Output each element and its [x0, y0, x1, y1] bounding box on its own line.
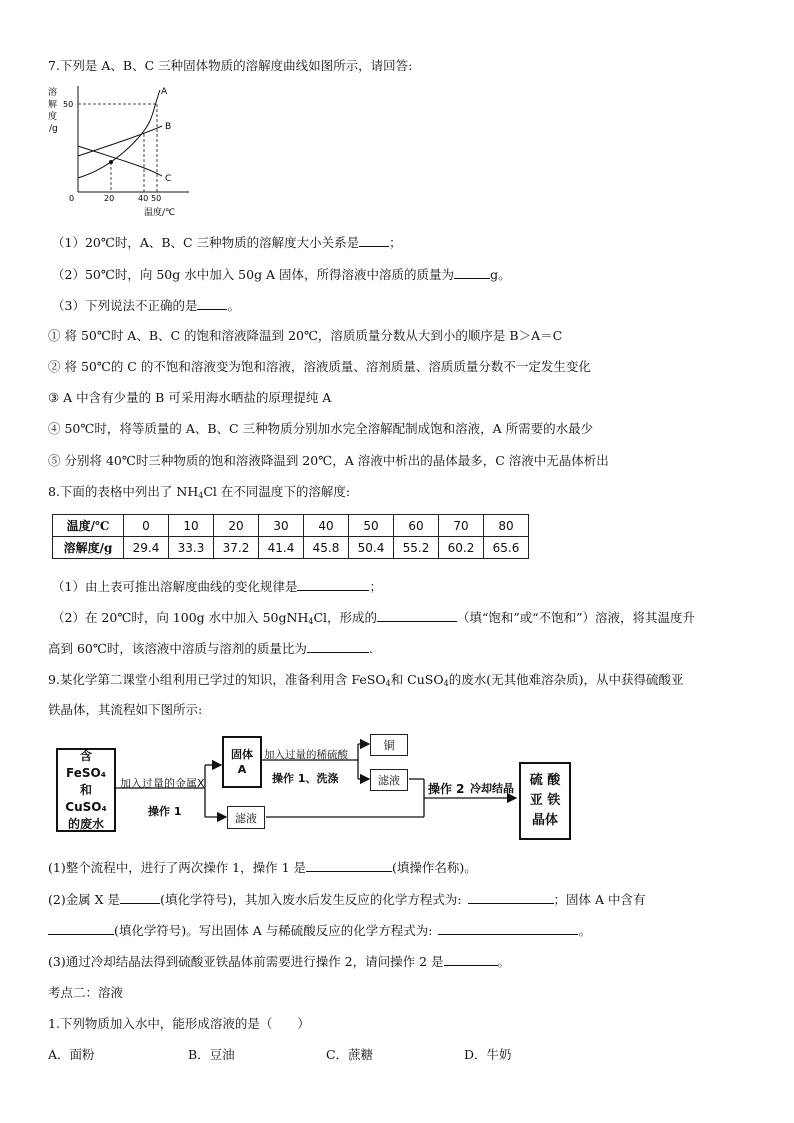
row-header-temperature: 温度/℃ — [53, 515, 124, 537]
flow-arrow1-label: 加入过量的金属X — [120, 777, 205, 790]
q9-sub3: (3)通过冷却结晶法得到硫酸亚铁晶体前需要进行操作 2，请问操作 2 是 。 — [48, 954, 511, 969]
flow-start-box: 含 FeSO₄ 和 CuSO₄ 的废水 — [56, 748, 116, 832]
table-row: 温度/℃ 0 10 20 30 40 50 60 70 80 — [53, 515, 529, 537]
curve-label-b: B — [165, 122, 172, 132]
curve-label-a: A — [161, 87, 168, 97]
flow-cool-label: 冷却结晶 — [470, 782, 514, 795]
flow-filtrate-top-box: 滤液 — [370, 769, 408, 791]
flow-solid-a-box: 固体 A — [222, 736, 262, 788]
section2-q1: 1.下列物质加入水中，能形成溶液的是（ ） — [48, 1016, 310, 1031]
q7-sub3: （3）下列说法不正确的是 。 — [52, 298, 240, 313]
x-tick-20: 20 — [104, 194, 115, 203]
q8-title: 8.下面的表格中列出了 $NH_4Cl$ 在不同温度下的溶解度: — [48, 484, 351, 500]
origin-label: 0 — [69, 194, 75, 203]
q7-sub1: （1）20℃时，A、B、C 三种物质的溶解度大小关系是 ； — [52, 235, 402, 250]
q9-title-line2: 铁晶体，其流程如下图所示: — [48, 702, 203, 717]
q9-title: 9.某化学第二课堂小组利用已学过的知识，准备利用含 FeSO$_4$和 CuSO$_4$的废水(无其他难溶杂质)，从中获得硫酸亚 — [48, 672, 684, 688]
solubility-curve-graph — [44, 82, 194, 222]
nh4cl-solubility-table — [52, 514, 529, 559]
x-tick-50: 50 — [151, 194, 162, 203]
q7-option-1: ① 将 50℃时 A、B、C 的饱和溶液降温到 20℃，溶质质量分数从大到小的顺序是 B＞A＝C — [48, 328, 563, 343]
q7-option-5: ⑤ 分别将 40℃时三种物质的饱和溶液降温到 20℃，A 溶液中析出的晶体最多，C 溶液中无晶体析出 — [48, 453, 609, 468]
y-tick-50: 50 — [63, 100, 74, 109]
q9-sub2-line2: (填化学符号)。写出固体 A 与稀硫酸反应的化学方程式为: 。 — [48, 922, 591, 939]
choice-c: C．蔗糖 — [326, 1047, 374, 1062]
curve-b — [78, 126, 162, 156]
y-axis-label-2: 解 — [48, 100, 58, 110]
q9-sub2-line1: (2)金属 X 是 (填化学符号)，其加入废水后发生反应的化学方程式为: ；固体 A 中含有 — [48, 892, 646, 907]
choice-a: A．面粉 — [48, 1047, 95, 1062]
choice-b: B．豆油 — [188, 1047, 235, 1062]
y-axis-label-1: 溶 — [48, 88, 58, 98]
y-axis-label-4: /g — [49, 124, 58, 134]
flow-arrow2-label: 加入过量的稀硫酸 — [264, 749, 348, 761]
flow-product-box: 硫 酸 亚 铁 晶体 — [519, 762, 571, 840]
x-axis-label: 温度/℃ — [144, 208, 176, 218]
q8-sub2-line2: 高到 60℃时，该溶液中溶质与溶剂的质量比为 . — [48, 641, 373, 656]
table-row: 溶解度/g 29.4 33.3 37.2 41.4 45.8 50.4 55.2 60.2 65.6 — [53, 537, 529, 559]
flow-op1-label: 操作 1 — [148, 805, 182, 818]
y-axis-label-3: 度 — [48, 112, 58, 122]
q7-title: 7.下列是 A、B、C 三种固体物质的溶解度曲线如图所示，请回答: — [48, 58, 413, 73]
q7-option-3: ③ A 中含有少量的 B 可采用海水晒盐的原理提纯 A — [48, 390, 332, 405]
q8-sub1: （1）由上表可推出溶解度曲线的变化规律是 ； — [52, 579, 382, 594]
curve-a — [78, 90, 160, 178]
q7-option-2: ② 将 50℃的 C 的不饱和溶液变为饱和溶液，溶液质量、溶剂质量、溶质质量分数不一定发生变化 — [48, 359, 591, 374]
q7-sub2: （2）50℃时，向 50g 水中加入 50g A 固体，所得溶液中溶质的质量为 g。 — [52, 267, 511, 282]
flow-op1-wash-label: 操作 1、洗涤 — [272, 772, 339, 785]
flow-filtrate-bottom-box: 滤液 — [227, 806, 265, 829]
x-tick-40: 40 — [138, 194, 149, 203]
flow-copper-box: 铜 — [370, 734, 408, 756]
q7-option-4: ④ 50℃时，将等质量的 A、B、C 三种物质分别加水完全溶解配制成饱和溶液，A 所需要的水最少 — [48, 421, 594, 436]
curve-label-c: C — [165, 174, 172, 184]
q8-sub2: （2）在 20℃时，向 100g 水中加入 50gNH$_4$Cl，形成的 （填“饱和”或“不饱和”）溶液，将其温度升 — [52, 610, 696, 626]
choice-d: D．牛奶 — [464, 1047, 512, 1062]
section2-heading: 考点二：溶液 — [48, 985, 124, 1000]
curve-c — [78, 146, 162, 176]
q9-sub1: (1)整个流程中，进行了两次操作 1，操作 1 是 (填操作名称)。 — [48, 860, 477, 875]
intersection-point — [109, 160, 113, 164]
flow-op2-label: 操作 2 — [428, 782, 465, 796]
row-header-solubility: 溶解度/g — [53, 537, 124, 559]
